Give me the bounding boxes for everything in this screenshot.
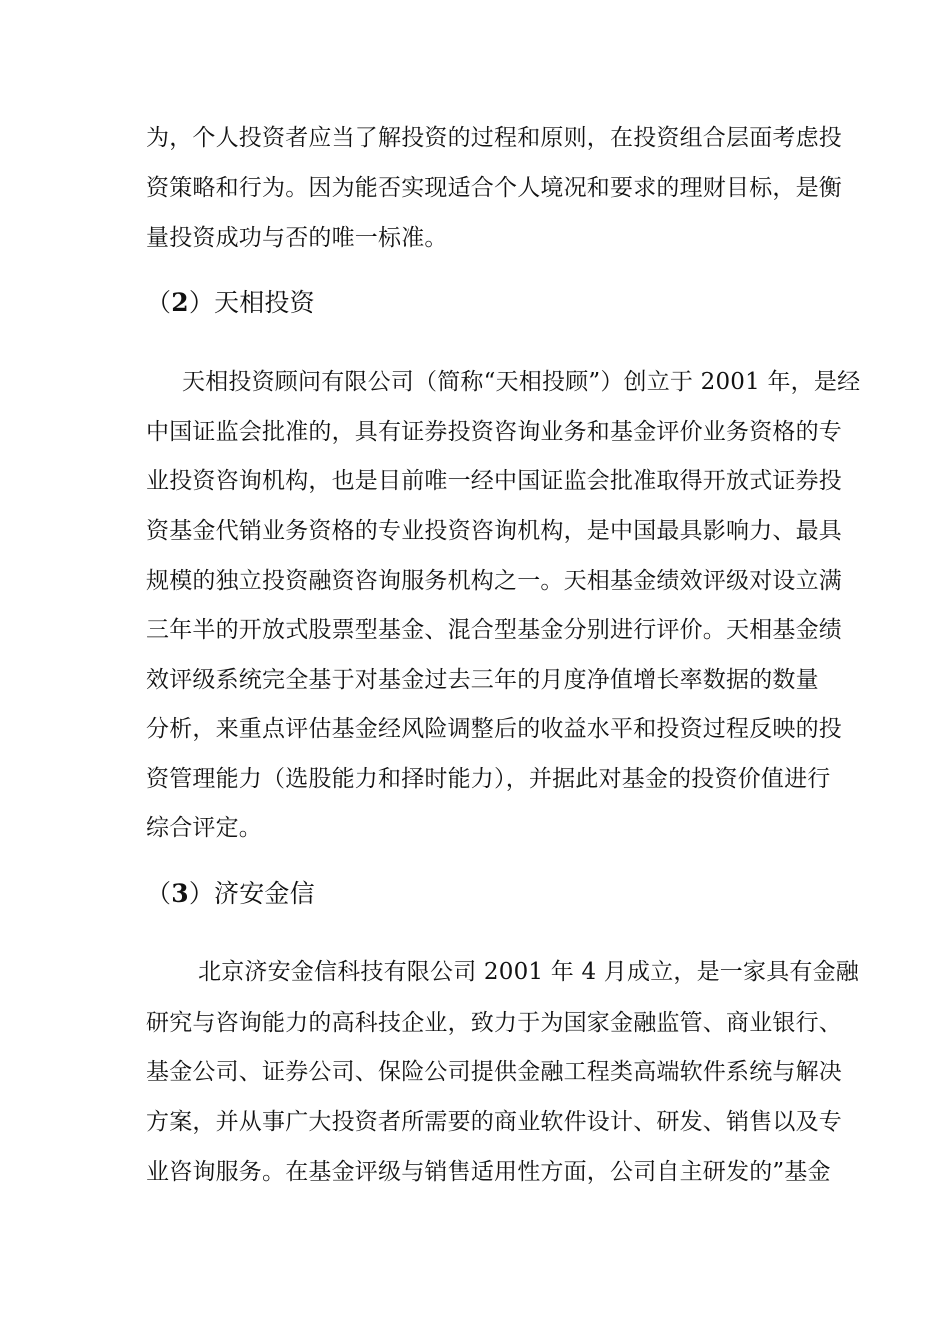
paragraph-line: 业投资咨询机构，也是目前唯一经中国证监会批准取得开放式证券投 [146, 468, 842, 494]
paragraph-line: 量投资成功与否的唯一标准。 [146, 225, 448, 251]
paragraph-line: 资管理能力（选股能力和择时能力），并据此对基金的投资价值进行 [146, 766, 831, 792]
heading-close-paren: ） [188, 288, 215, 317]
paragraph-line: 规模的独立投资融资咨询服务机构之一。天相基金绩效评级对设立满 [146, 568, 842, 594]
paragraph-line: 方案，并从事广大投资者所需要的商业软件设计、研发、销售以及专 [146, 1109, 842, 1135]
paragraph-line: 业咨询服务。在基金评级与销售适用性方面，公司自主研发的”基金 [146, 1159, 831, 1185]
paragraph-line: 分析，来重点评估基金经风险调整后的收益水平和投资过程反映的投 [146, 716, 842, 742]
paragraph-line: 效评级系统完全基于对基金过去三年的月度净值增长率数据的数量 [146, 667, 819, 693]
heading-number: 3 [171, 879, 189, 908]
paragraph-line: 为，个人投资者应当了解投资的过程和原则，在投资组合层面考虑投 [146, 125, 842, 151]
heading-close-paren: ） [188, 879, 215, 908]
section-heading-2 [146, 288, 806, 318]
section-heading-3 [146, 879, 806, 909]
heading-number: 2 [171, 288, 189, 317]
paragraph-line: 天相投资顾问有限公司（简称“天相投顾”）创立于 2001 年，是经 [182, 369, 861, 395]
heading-open-paren: （ [146, 288, 172, 317]
paragraph-line: 北京济安金信科技有限公司 2001 年 4 月成立，是一家具有金融 [198, 959, 860, 985]
heading-open-paren: （ [146, 879, 172, 908]
paragraph-line: 研究与咨询能力的高科技企业，致力于为国家金融监管、商业银行、 [146, 1010, 842, 1036]
paragraph-line: 资基金代销业务资格的专业投资咨询机构，是中国最具影响力、最具 [146, 518, 842, 544]
heading-title: 天相投资 [214, 288, 315, 317]
paragraph-line: 中国证监会批准的，具有证券投资咨询业务和基金评价业务资格的专 [146, 419, 842, 445]
paragraph-line: 三年半的开放式股票型基金、混合型基金分别进行评价。天相基金绩 [146, 617, 842, 643]
paragraph-line: 基金公司、证券公司、保险公司提供金融工程类高端软件系统与解决 [146, 1059, 842, 1085]
paragraph-line: 综合评定。 [146, 815, 262, 841]
paragraph-line: 资策略和行为。因为能否实现适合个人境况和要求的理财目标，是衡 [146, 175, 842, 201]
heading-title: 济安金信 [214, 879, 315, 908]
